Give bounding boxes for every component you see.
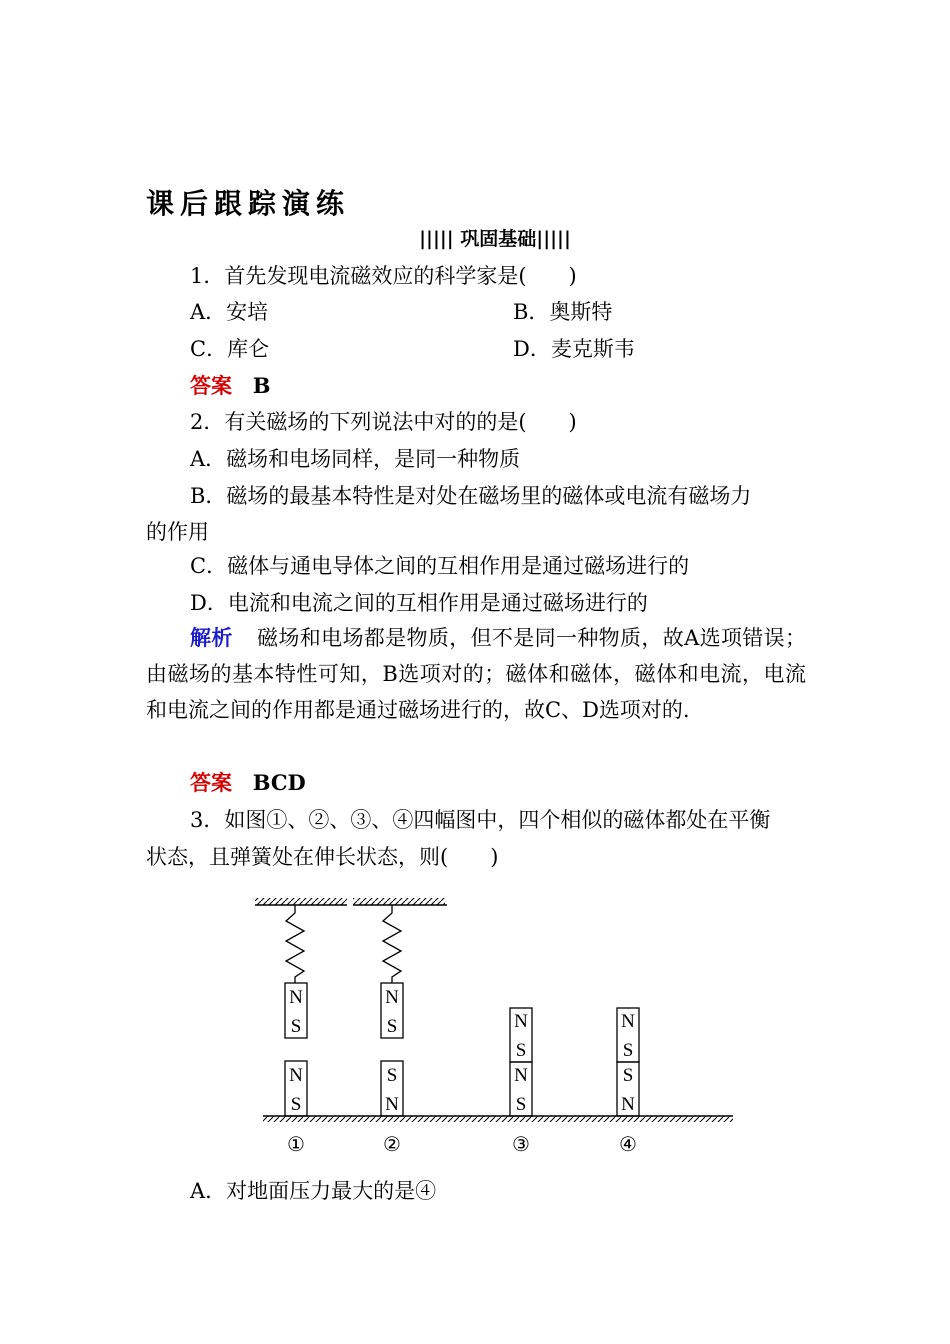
answer-label: 答案 (190, 770, 232, 795)
q2-analysis (146, 620, 806, 728)
q1-option-d: D．麦克斯韦 (513, 337, 635, 361)
magnet-pole: N (621, 1011, 635, 1032)
magnet-pole: S (386, 1016, 398, 1037)
q2-analysis-text: 磁场和电场都是物质，但不是同一种物质，故A选项错误；由磁场的基本特性可知，B选项对的；磁体和磁体，磁体和电流，电流和电流之间的作用都是通过磁场进行的，故C、D选项对的. (146, 626, 806, 722)
figure-label: ③ (512, 1134, 530, 1156)
q3-stem-continued: 状态，且弹簧处在伸长状态，则( ) (146, 845, 499, 869)
q1-answer: B (252, 373, 271, 398)
spring-2 (383, 905, 401, 983)
q2-answer-row (190, 769, 306, 797)
q1-answer-row (190, 372, 270, 400)
magnet-pole: N (621, 1094, 635, 1115)
magnet-pole: S (622, 1040, 634, 1061)
magnet-pole: S (515, 1040, 527, 1061)
q2-option-d: D．电流和电流之间的互相作用是通过磁场进行的 (190, 591, 648, 615)
analysis-label: 解析 (190, 625, 233, 650)
q2-answer: BCD (252, 770, 306, 795)
figure-label: ① (287, 1134, 305, 1156)
ceiling-1 (255, 898, 347, 905)
section-heading: ||||| 巩固基础||||| (419, 228, 571, 250)
figure-label: ② (383, 1134, 401, 1156)
magnet-figure (255, 895, 745, 1160)
magnet-pole: N (514, 1011, 528, 1032)
magnet-pole: N (289, 987, 303, 1008)
answer-label: 答案 (190, 373, 232, 398)
magnet-pole: N (289, 1065, 303, 1086)
q3-option-a: A．对地面压力最大的是④ (190, 1179, 437, 1203)
ground (263, 1116, 733, 1122)
q2-stem: 2．有关磁场的下列说法中对的的是( ) (190, 410, 577, 434)
q2-option-b-continued: 的作用 (146, 520, 209, 544)
magnet-pole: S (386, 1065, 398, 1086)
magnet-pole: N (385, 987, 399, 1008)
q3-stem: 3．如图①、②、③、④四幅图中，四个相似的磁体都处在平衡 (190, 808, 771, 832)
q1-option-a: A．安培 (190, 300, 269, 324)
q2-option-b: B．磁场的最基本特性是对处在磁场里的磁体或电流有磁场力 (190, 484, 752, 508)
q2-option-a: A．磁场和电场同样，是同一种物质 (190, 447, 521, 471)
q1-stem: 1．首先发现电流磁效应的科学家是( ) (190, 264, 577, 288)
page-title: 课后跟踪演练 (146, 187, 351, 220)
magnet-pole: S (622, 1065, 634, 1086)
magnet-pole: S (290, 1016, 302, 1037)
magnet-pole: S (515, 1094, 527, 1115)
magnet-pole: S (290, 1094, 302, 1115)
q1-option-b: B．奥斯特 (513, 300, 613, 324)
ceiling-2 (353, 898, 447, 905)
magnet-pole: N (385, 1094, 399, 1115)
spring-1 (286, 905, 304, 983)
figure-label: ④ (619, 1134, 637, 1156)
magnet-pole: N (514, 1065, 528, 1086)
q2-option-c: C．磁体与通电导体之间的互相作用是通过磁场进行的 (190, 554, 690, 578)
q1-option-c: C．库仑 (190, 337, 270, 361)
